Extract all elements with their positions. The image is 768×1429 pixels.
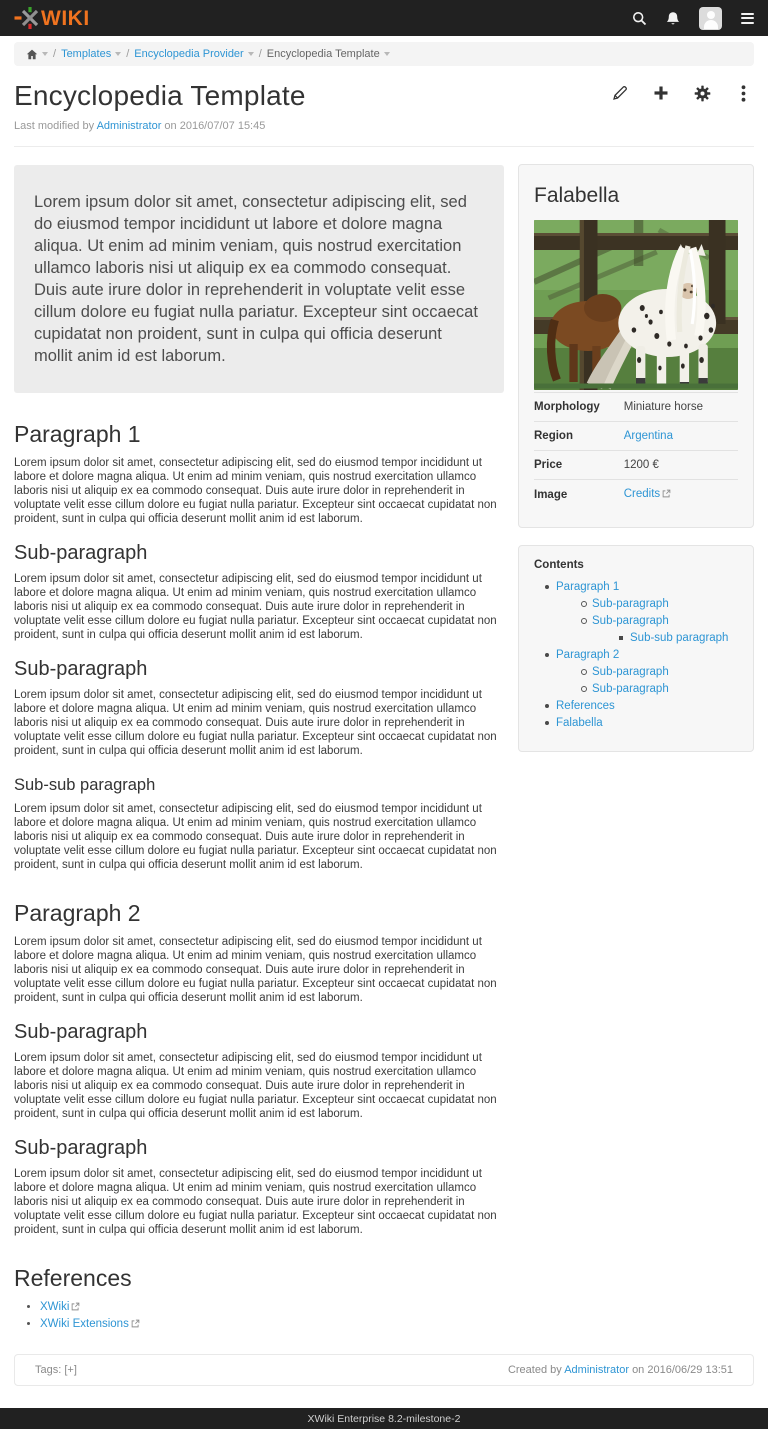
- breadcrumb-separator: /: [258, 48, 262, 60]
- modified-suffix: on 2016/07/07 15:45: [164, 120, 266, 132]
- external-link-icon: [662, 489, 671, 501]
- section-body: Lorem ipsum dolor sit amet, consectetur adipiscing elit, sed do eiusmod tempor incididunt ut labore et dolore magna aliqua. Ut enim ad minim veniam, quis nostrud exercitation ullamco laboris nisi ut aliquip ex ea commodo consequat. Duis aute irure dolor in reprehenderit in voluptate velit esse cillum dolore eu fugiat nulla pariatur. Excepteur sint occaecat cupidatat non proident, sunt in culpa qui officia deserunt mollit anim id est laborum.: [14, 1168, 497, 1236]
- document-footer-bar: [14, 1354, 754, 1386]
- menu-icon[interactable]: [741, 10, 754, 26]
- infobox-value: Miniature horse: [623, 401, 704, 413]
- table-row: [534, 393, 738, 422]
- contents-panel: [518, 545, 754, 752]
- breadcrumb-caret[interactable]: [42, 52, 48, 56]
- infobox-label: Region: [534, 430, 573, 442]
- breadcrumb-item-current: Encyclopedia Template: [266, 48, 380, 60]
- section-heading-paragraph-2: Paragraph 2: [14, 900, 141, 926]
- version-text: XWiki Enterprise 8.2-milestone-2: [307, 1412, 461, 1425]
- section-body: Lorem ipsum dolor sit amet, consectetur adipiscing elit, sed do eiusmod tempor incididunt ut labore et dolore magna aliqua. Ut enim ad minim veniam, quis nostrud exercitation ullamco laboris nisi ut aliquip ex ea commodo consequat. Duis aute irure dolor in reprehenderit in voluptate velit esse cillum dolore eu fugiat nulla pariatur. Excepteur sint occaecat cupidatat non proident, sunt in culpa qui officia deserunt mollit anim id est laborum.: [14, 573, 497, 641]
- toc-item: [534, 597, 738, 611]
- breadcrumb-separator: /: [53, 48, 57, 60]
- tags-label: Tags:: [35, 1364, 62, 1376]
- created-line: [508, 1364, 733, 1376]
- breadcrumb-caret[interactable]: [115, 52, 121, 56]
- credits-link[interactable]: Credits: [623, 488, 661, 500]
- section-body: Lorem ipsum dolor sit amet, consectetur adipiscing elit, sed do eiusmod tempor incididunt ut labore et dolore magna aliqua. Ut enim ad minim veniam, quis nostrud exercitation ullamco laboris nisi ut aliquip ex ea commodo consequat. Duis aute irure dolor in reprehenderit in voluptate velit esse cillum dolore eu fugiat nulla pariatur. Excepteur sint occaecat cupidatat non proident, sunt in culpa qui officia deserunt mollit anim id est laborum.: [14, 803, 497, 871]
- references-list: [40, 1300, 504, 1333]
- toc-item: [534, 614, 738, 628]
- list-item: [40, 1300, 504, 1316]
- page-title: Encyclopedia Template: [14, 80, 306, 111]
- section-body: Lorem ipsum dolor sit amet, consectetur adipiscing elit, sed do eiusmod tempor incididunt ut labore et dolore magna aliqua. Ut enim ad minim veniam, quis nostrud exercitation ullamco laboris nisi ut aliquip ex ea commodo consequat. Duis aute irure dolor in reprehenderit in voluptate velit esse cillum dolore eu fugiat nulla pariatur. Excepteur sint occaecat cupidatat non proident, sunt in culpa qui officia deserunt mollit anim id est laborum.: [14, 689, 497, 757]
- page-actions: [609, 82, 754, 104]
- toc-link-sub-paragraph[interactable]: Sub-paragraph: [592, 615, 669, 627]
- falabella-miniature-horse-photo[interactable]: [534, 220, 738, 390]
- list-item: [40, 1317, 504, 1333]
- toc-item: [534, 716, 738, 730]
- external-link-icon: [71, 1301, 80, 1316]
- breadcrumb-caret[interactable]: [248, 52, 254, 56]
- section-body: Lorem ipsum dolor sit amet, consectetur adipiscing elit, sed do eiusmod tempor incididunt ut labore et dolore magna aliqua. Ut enim ad minim veniam, quis nostrud exercitation ullamco laboris nisi ut aliquip ex ea commodo consequat. Duis aute irure dolor in reprehenderit in voluptate velit esse cillum dolore eu fugiat nulla pariatur. Excepteur sint occaecat cupidatat non proident, sunt in culpa qui officia deserunt mollit anim id est laborum.: [14, 936, 497, 1004]
- add-tag-button[interactable]: [+]: [64, 1364, 77, 1376]
- more-kebab-icon[interactable]: [732, 82, 754, 104]
- user-avatar[interactable]: [699, 7, 722, 30]
- toc-item: [534, 682, 738, 696]
- toc-link-sub-sub-paragraph[interactable]: Sub-sub paragraph: [630, 632, 729, 644]
- infobox-panel: [518, 164, 754, 528]
- search-icon[interactable]: [632, 11, 647, 26]
- created-prefix: Created by: [507, 1364, 562, 1376]
- toc-item: [534, 665, 738, 679]
- avatar-head: [707, 11, 715, 19]
- section-heading-paragraph-1: Paragraph 1: [14, 421, 141, 447]
- add-plus-icon[interactable]: [650, 82, 672, 104]
- breadcrumb-item-templates[interactable]: Templates: [61, 48, 112, 60]
- breadcrumb-caret[interactable]: [384, 52, 390, 56]
- toc-item: [534, 699, 738, 713]
- main-area: [14, 147, 754, 1334]
- modified-user-link[interactable]: Administrator: [96, 120, 162, 132]
- section-heading-sub-paragraph: Sub-paragraph: [14, 1021, 148, 1043]
- infobox-title: Falabella: [534, 184, 620, 207]
- avatar-torso: [704, 20, 718, 29]
- infobox-label: Price: [534, 459, 563, 471]
- toc-item: [534, 580, 738, 594]
- references-heading: References: [14, 1265, 132, 1291]
- section-heading-sub-paragraph: Sub-paragraph: [14, 542, 148, 564]
- breadcrumb-separator: /: [126, 48, 130, 60]
- home-icon: [26, 49, 38, 60]
- created-user-link[interactable]: Administrator: [564, 1364, 629, 1376]
- section-heading-sub-paragraph: Sub-paragraph: [14, 658, 148, 680]
- brand-text: WIKI: [41, 7, 90, 30]
- section-body: Lorem ipsum dolor sit amet, consectetur adipiscing elit, sed do eiusmod tempor incididunt ut labore et dolore magna aliqua. Ut enim ad minim veniam, quis nostrud exercitation ullamco laboris nisi ut aliquip ex ea commodo consequat. Duis aute irure dolor in reprehenderit in voluptate velit esse cillum dolore eu fugiat nulla pariatur. Excepteur sint occaecat cupidatat non proident, sunt in culpa qui officia deserunt mollit anim id est laborum.: [14, 457, 497, 525]
- sidebar: [518, 147, 754, 752]
- tags-area: [35, 1364, 77, 1376]
- xwiki-logo-icon: [14, 6, 100, 30]
- section-heading-sub-sub-paragraph: Sub-sub paragraph: [14, 776, 156, 794]
- infobox-label: Morphology: [534, 401, 600, 413]
- last-modified-line: [14, 120, 754, 132]
- infobox-value: 1200 €: [623, 459, 659, 471]
- toc-link-paragraph-2[interactable]: Paragraph 2: [556, 649, 620, 661]
- reference-link-xwiki[interactable]: XWiki: [40, 1301, 70, 1313]
- region-link[interactable]: Argentina: [623, 430, 673, 442]
- external-link-icon: [131, 1318, 140, 1333]
- contents-title: Contents: [534, 559, 584, 571]
- table-row: [534, 480, 738, 510]
- document-content: [14, 147, 504, 1334]
- xwiki-logo[interactable]: [14, 6, 100, 30]
- notifications-bell-icon[interactable]: [666, 11, 680, 26]
- section-heading-sub-paragraph: Sub-paragraph: [14, 1137, 148, 1159]
- toc-link-falabella[interactable]: Falabella: [556, 717, 603, 729]
- intro-summary-box: Lorem ipsum dolor sit amet, consectetur adipiscing elit, sed do eiusmod tempor incididunt ut labore et dolore magna aliqua. Ut enim ad minim veniam, quis nostrud exercitation ullamco laboris nisi ut aliquip ex ea commodo consequat. Duis aute irure dolor in reprehenderit in voluptate velit esse cillum dolore eu fugiat nulla pariatur. Excepteur sint occaecat cupidatat non proident, sunt in culpa qui officia deserunt mollit anim id est laborum.: [14, 165, 504, 393]
- reference-link-xwiki-extensions[interactable]: XWiki Extensions: [40, 1318, 129, 1330]
- top-navbar: [0, 0, 768, 36]
- section-body: Lorem ipsum dolor sit amet, consectetur adipiscing elit, sed do eiusmod tempor incididunt ut labore et dolore magna aliqua. Ut enim ad minim veniam, quis nostrud exercitation ullamco laboris nisi ut aliquip ex ea commodo consequat. Duis aute irure dolor in reprehenderit in voluptate velit esse cillum dolore eu fugiat nulla pariatur. Excepteur sint occaecat cupidatat non proident, sunt in culpa qui officia deserunt mollit anim id est laborum.: [14, 1052, 497, 1120]
- table-row: [534, 422, 738, 451]
- breadcrumb-item-encyclopedia-provider[interactable]: Encyclopedia Provider: [134, 48, 244, 60]
- infobox-table: [534, 392, 738, 509]
- edit-pencil-icon[interactable]: [609, 82, 631, 104]
- toc-item: [534, 648, 738, 662]
- toc-link-sub-paragraph[interactable]: Sub-paragraph: [592, 666, 669, 678]
- toc-item: [534, 631, 738, 645]
- breadcrumb-home-link[interactable]: [26, 49, 38, 60]
- version-footer: [0, 1408, 768, 1429]
- infobox-label: Image: [534, 488, 568, 501]
- toc-link-sub-paragraph[interactable]: Sub-paragraph: [592, 598, 669, 610]
- toc-link-references[interactable]: References: [556, 700, 615, 712]
- toc-link-sub-paragraph[interactable]: Sub-paragraph: [592, 683, 669, 695]
- toc-link-paragraph-1[interactable]: Paragraph 1: [556, 581, 620, 593]
- modified-prefix: Last modified by: [14, 120, 95, 132]
- page-header: [14, 80, 754, 147]
- created-suffix: on 2016/06/29 13:51: [632, 1364, 733, 1376]
- table-row: [534, 451, 738, 480]
- breadcrumb: [14, 42, 754, 66]
- settings-gear-icon[interactable]: [691, 82, 713, 104]
